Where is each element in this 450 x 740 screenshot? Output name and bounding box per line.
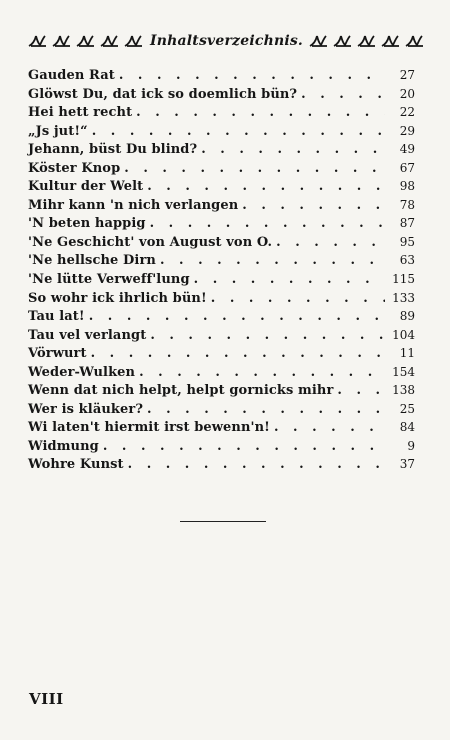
toc-entry-page: 78 [399, 197, 415, 212]
toc-entry-title: Wi laten't hiermit irst bewenn'n! [28, 420, 270, 436]
toc-entry-page: 49 [399, 142, 415, 157]
dot-leader [124, 160, 385, 179]
leaf-ornament-icon [100, 34, 120, 48]
leaf-ornament-icon [52, 34, 72, 48]
toc-entry-page: 63 [399, 253, 415, 268]
toc-entry [28, 381, 415, 400]
toc-entry-page: 98 [399, 179, 415, 194]
toc-entry-title: Vörwurt [28, 346, 87, 362]
toc-entry-title: Wohre Kunst [28, 457, 124, 473]
leaf-ornament-icon [309, 34, 329, 48]
toc-entry-page: 115 [392, 272, 415, 287]
toc-entry-page: 27 [399, 68, 415, 82]
toc-entry [28, 344, 415, 363]
dot-leader [89, 308, 385, 327]
toc-entry-title: Weder-Wulken [28, 364, 136, 380]
toc-entry [28, 177, 415, 196]
dot-leader [91, 345, 385, 364]
toc-entry-title: So wohr ick ihrlich bün! [28, 290, 207, 306]
toc-entry-page: 37 [399, 457, 415, 472]
toc-entry [28, 307, 415, 326]
dot-leader [150, 327, 385, 346]
toc-entry-page: 9 [407, 438, 415, 453]
toc-entry-title: Wer is kläuker? [28, 401, 144, 417]
dot-leader [211, 290, 385, 309]
ornament-group-right [309, 34, 425, 48]
dot-leader [337, 382, 385, 401]
section-divider [180, 521, 266, 522]
toc-entry-page: 25 [399, 401, 415, 416]
toc-entry-page: 89 [399, 309, 415, 324]
toc-entry-page: 84 [399, 420, 415, 435]
dot-leader [150, 215, 385, 234]
toc-entry [28, 270, 415, 289]
toc-entry-title: Tau lat! [28, 309, 85, 325]
toc-entry [28, 418, 415, 437]
toc-entry-page: 11 [399, 346, 415, 361]
toc-entry-page: 87 [399, 216, 415, 231]
dot-leader [136, 104, 385, 123]
running-header [28, 30, 414, 52]
toc-entry-title: 'Ne hellsche Dirn [28, 253, 156, 269]
toc-entry-title: Köster Knop [28, 160, 121, 176]
dot-leader [194, 271, 385, 290]
leaf-ornament-icon [76, 34, 96, 48]
toc-entry-page: 67 [399, 160, 415, 175]
dot-leader [119, 67, 385, 86]
dot-leader [147, 401, 385, 420]
toc-entry-title: Hei hett recht [28, 105, 133, 121]
toc-entry-title: „Js jut!“ [28, 123, 88, 139]
toc-entry-title: 'N beten happig [28, 216, 146, 232]
dot-leader [160, 252, 385, 271]
toc-entry-page: 154 [392, 364, 415, 379]
toc-entry-title: Wenn dat nich helpt, helpt gornicks mihr [28, 383, 334, 399]
toc-entry [28, 326, 415, 345]
dot-leader [201, 141, 385, 160]
leaf-ornament-icon [124, 34, 144, 48]
toc-entry-page: 133 [392, 290, 415, 305]
dot-leader [103, 438, 385, 457]
toc-entry-page: 29 [399, 123, 415, 138]
toc-entry-title: 'Ne lütte Verweff'lung [28, 272, 190, 288]
toc-entry-title: Widmung [28, 438, 99, 454]
ornament-group-left [28, 34, 144, 48]
page-number: VIII [29, 690, 64, 708]
dot-leader [147, 178, 385, 197]
toc-entry [28, 196, 415, 215]
leaf-ornament-icon [357, 34, 377, 48]
toc-entry [28, 363, 415, 382]
dot-leader [242, 197, 385, 216]
toc-entry-title: Tau vel verlangt [28, 327, 147, 343]
leaf-ornament-icon [28, 34, 48, 48]
header-title: Inhaltsverzeichnis. [150, 33, 303, 49]
toc-entry [28, 103, 415, 122]
dot-leader [301, 86, 385, 105]
toc-entry-page: 20 [399, 86, 415, 101]
leaf-ornament-icon [333, 34, 353, 48]
dot-leader [274, 419, 385, 438]
toc-entry [28, 140, 415, 159]
toc-entry [28, 66, 415, 85]
dot-leader [92, 123, 385, 142]
toc-entry-title: Kultur der Welt [28, 179, 144, 195]
leaf-ornament-icon [381, 34, 401, 48]
toc-entry-page: 104 [392, 327, 415, 342]
toc-entry [28, 159, 415, 178]
toc-entry-page: 95 [399, 234, 415, 249]
toc-entry-title: Jehann, büst Du blind? [28, 142, 198, 158]
toc-entry [28, 400, 415, 419]
table-of-contents [28, 66, 415, 474]
toc-entry [28, 214, 415, 233]
toc-entry [28, 233, 415, 252]
toc-entry-title: Mihr kann 'n nich verlangen [28, 197, 239, 213]
toc-entry-page: 22 [399, 105, 415, 120]
toc-entry [28, 122, 415, 141]
toc-entry-title: Gauden Rat [28, 68, 115, 83]
toc-entry-page: 138 [392, 383, 415, 398]
toc-entry [28, 251, 415, 270]
dot-leader [139, 364, 385, 383]
dot-leader [276, 234, 385, 253]
leaf-ornament-icon [405, 34, 425, 48]
toc-entry [28, 437, 415, 456]
toc-entry [28, 289, 415, 308]
toc-entry-title: 'Ne Geschicht' von August von O. [28, 234, 273, 250]
toc-entry [28, 85, 415, 104]
toc-entry [28, 455, 415, 474]
toc-entry-title: Glöwst Du, dat ick so doemlich bün? [28, 86, 298, 102]
dot-leader [128, 456, 385, 475]
